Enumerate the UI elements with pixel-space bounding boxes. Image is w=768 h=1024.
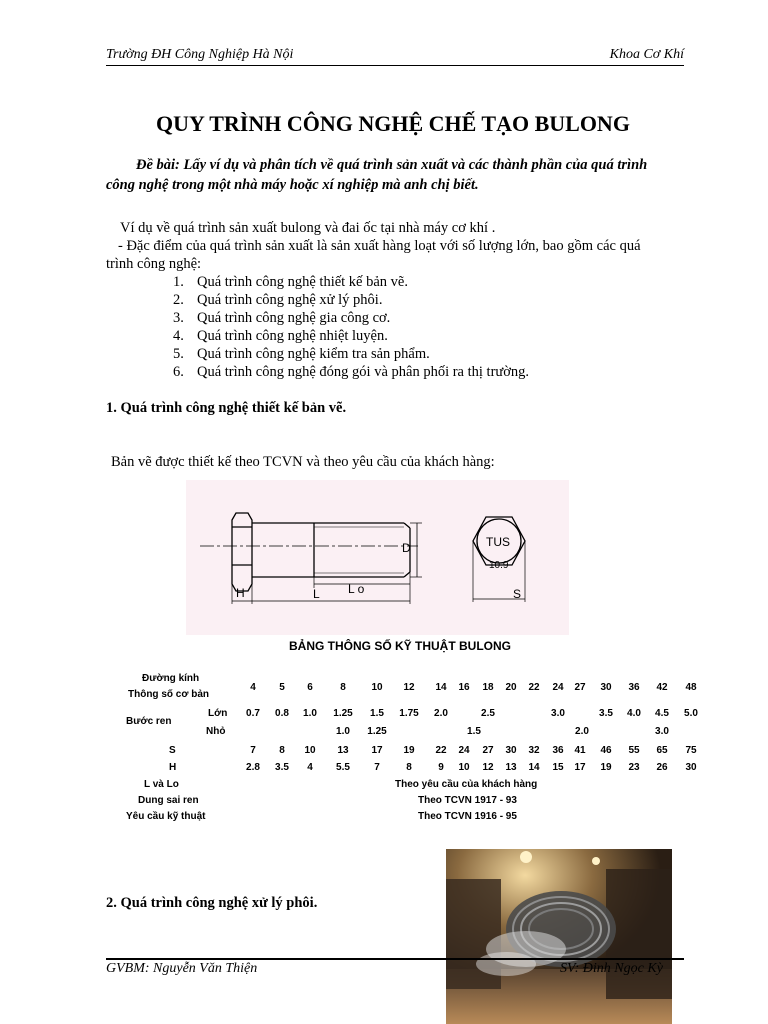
assignment	[106, 155, 686, 195]
label-s: S	[169, 745, 176, 756]
cell-diameter: 36	[628, 682, 640, 693]
value-requirement: Theo TCVN 1916 - 95	[418, 811, 517, 822]
label-basic: Thông số cơ bản	[128, 689, 209, 700]
cell-diameter: 14	[435, 682, 447, 693]
cell-h: 26	[656, 762, 668, 773]
cell-coarse-pitch: 2.5	[481, 708, 495, 719]
cell-diameter: 4	[250, 682, 256, 693]
dim-l-label: L	[313, 587, 320, 601]
cell-s: 13	[337, 745, 349, 756]
assignment-line2: công nghệ trong một nhà máy hoặc xí nghiệp mà anh chị biết.	[106, 177, 479, 193]
cell-h: 19	[600, 762, 612, 773]
process-list	[173, 273, 529, 381]
factory-photo-svg	[446, 849, 672, 1024]
list-item: 1. Quá trình công nghệ thiết kế bản vẽ.	[173, 274, 408, 290]
label-coarse: Lớn	[208, 708, 228, 719]
cell-s: 22	[435, 745, 447, 756]
cell-s: 8	[279, 745, 285, 756]
assignment-label: Đề bài:	[136, 157, 180, 173]
cell-coarse-pitch: 1.5	[370, 708, 384, 719]
page-header	[106, 47, 684, 66]
cell-fine-pitch: 1.0	[336, 726, 350, 737]
cell-s: 30	[505, 745, 517, 756]
cell-h: 8	[406, 762, 412, 773]
cell-diameter: 42	[656, 682, 668, 693]
cell-s: 36	[552, 745, 564, 756]
cell-h: 5.5	[336, 762, 350, 773]
cell-s: 46	[600, 745, 612, 756]
cell-h: 7	[374, 762, 380, 773]
cell-fine-pitch: 1.5	[467, 726, 481, 737]
cell-s: 65	[656, 745, 668, 756]
footer-teacher: GVBM: Nguyễn Văn Thiện	[106, 961, 258, 976]
cell-coarse-pitch: 3.0	[551, 708, 565, 719]
bolt-grade-label: 10.9	[489, 560, 509, 571]
dim-lo-label: L o	[348, 582, 365, 596]
section1-text: Bản vẽ được thiết kế theo TCVN và theo yêu cầu của khách hàng:	[111, 454, 495, 470]
label-tolerance: Dung sai ren	[138, 795, 199, 806]
cell-coarse-pitch: 1.75	[399, 708, 419, 719]
cell-h: 10	[458, 762, 470, 773]
value-l: Theo yêu cầu của khách hàng	[395, 779, 538, 790]
cell-coarse-pitch: 0.8	[275, 708, 289, 719]
intro-line1: Ví dụ về quá trình sản xuất bulong và đai ốc tại nhà máy cơ khí .	[120, 220, 496, 236]
cell-h: 9	[438, 762, 444, 773]
value-tolerance: Theo TCVN 1917 - 93	[418, 795, 517, 806]
list-item: 6. Quá trình công nghệ đóng gói và phân phối ra thị trường.	[173, 364, 530, 380]
label-requirement: Yêu cầu kỹ thuật	[126, 811, 206, 822]
intro-line2: - Đặc điểm của quá trình sản xuất là sản xuất hàng loạt với số lượng lớn, bao gồm các quá	[118, 238, 641, 254]
cell-diameter: 12	[403, 682, 415, 693]
cell-h: 30	[685, 762, 697, 773]
cell-h: 2.8	[246, 762, 260, 773]
cell-diameter: 16	[458, 682, 470, 693]
cell-diameter: 22	[528, 682, 540, 693]
cell-coarse-pitch: 0.7	[246, 708, 260, 719]
cell-h: 12	[482, 762, 494, 773]
bolt-drawing	[186, 480, 569, 635]
label-l: L và Lo	[144, 779, 179, 790]
list-item: 3. Quá trình công nghệ gia công cơ.	[173, 310, 391, 326]
cell-s: 75	[685, 745, 697, 756]
section2-heading: 2. Quá trình công nghệ xử lý phôi.	[106, 895, 318, 911]
assignment-line1: Lấy ví dụ và phân tích về quá trình sản xuất và các thành phần của quá trình	[179, 157, 648, 173]
cell-coarse-pitch: 4.0	[627, 708, 641, 719]
dim-d-label: D	[402, 541, 411, 555]
cell-s: 19	[403, 745, 415, 756]
cell-s: 27	[482, 745, 494, 756]
cell-diameter: 48	[685, 682, 697, 693]
factory-photo	[446, 849, 672, 1024]
cell-s: 32	[528, 745, 540, 756]
intro-line3: trình công nghệ:	[106, 256, 202, 272]
dim-s-label: S	[513, 587, 522, 601]
cell-h: 3.5	[275, 762, 289, 773]
bolt-brand-label: TUS	[486, 535, 510, 549]
cell-s: 10	[304, 745, 316, 756]
cell-diameter: 30	[600, 682, 612, 693]
cell-coarse-pitch: 4.5	[655, 708, 669, 719]
cell-s: 55	[628, 745, 640, 756]
cell-h: 4	[307, 762, 313, 773]
cell-coarse-pitch: 1.25	[333, 708, 353, 719]
cell-h: 15	[552, 762, 564, 773]
cell-diameter: 5	[279, 682, 285, 693]
document-title: QUY TRÌNH CÔNG NGHỆ CHẾ TẠO BULONG	[156, 111, 630, 136]
label-diameter: Đường kính	[142, 673, 200, 684]
cell-h: 14	[528, 762, 540, 773]
cell-coarse-pitch: 1.0	[303, 708, 317, 719]
bolt-drawing-svg	[186, 480, 569, 635]
list-item: 4. Quá trình công nghệ nhiệt luyện.	[173, 328, 388, 344]
cell-diameter: 24	[552, 682, 564, 693]
cell-s: 7	[250, 745, 256, 756]
list-item: 2. Quá trình công nghệ xử lý phôi.	[173, 292, 383, 308]
cell-diameter: 10	[371, 682, 383, 693]
section1-heading: 1. Quá trình công nghệ thiết kế bản vẽ.	[106, 400, 347, 416]
cell-fine-pitch: 2.0	[575, 726, 589, 737]
cell-s: 41	[574, 745, 586, 756]
footer-rule	[106, 958, 684, 960]
cell-h: 17	[574, 762, 586, 773]
dim-h-label: H	[236, 586, 245, 600]
cell-h: 23	[628, 762, 640, 773]
cell-s: 24	[458, 745, 470, 756]
cell-h: 13	[505, 762, 517, 773]
label-h: H	[169, 762, 177, 773]
cell-diameter: 20	[505, 682, 517, 693]
cell-diameter: 18	[482, 682, 494, 693]
list-item: 5. Quá trình công nghệ kiểm tra sản phẩm.	[173, 346, 430, 362]
cell-coarse-pitch: 3.5	[599, 708, 613, 719]
table-title: BẢNG THÔNG SỐ KỸ THUẬT BULONG	[289, 639, 511, 653]
cell-diameter: 6	[307, 682, 313, 693]
header-school: Trường ĐH Công Nghiệp Hà Nội	[106, 47, 294, 62]
cell-s: 17	[371, 745, 383, 756]
cell-diameter: 27	[574, 682, 586, 693]
cell-diameter: 8	[340, 682, 346, 693]
cell-fine-pitch: 1.25	[367, 726, 387, 737]
label-fine: Nhỏ	[206, 726, 226, 737]
label-pitch: Bước ren	[126, 716, 172, 727]
cell-fine-pitch: 3.0	[655, 726, 669, 737]
cell-coarse-pitch: 2.0	[434, 708, 448, 719]
header-faculty: Khoa Cơ Khí	[609, 47, 684, 62]
footer-student: SV: Đinh Ngọc Kỳ	[560, 961, 663, 976]
cell-coarse-pitch: 5.0	[684, 708, 698, 719]
